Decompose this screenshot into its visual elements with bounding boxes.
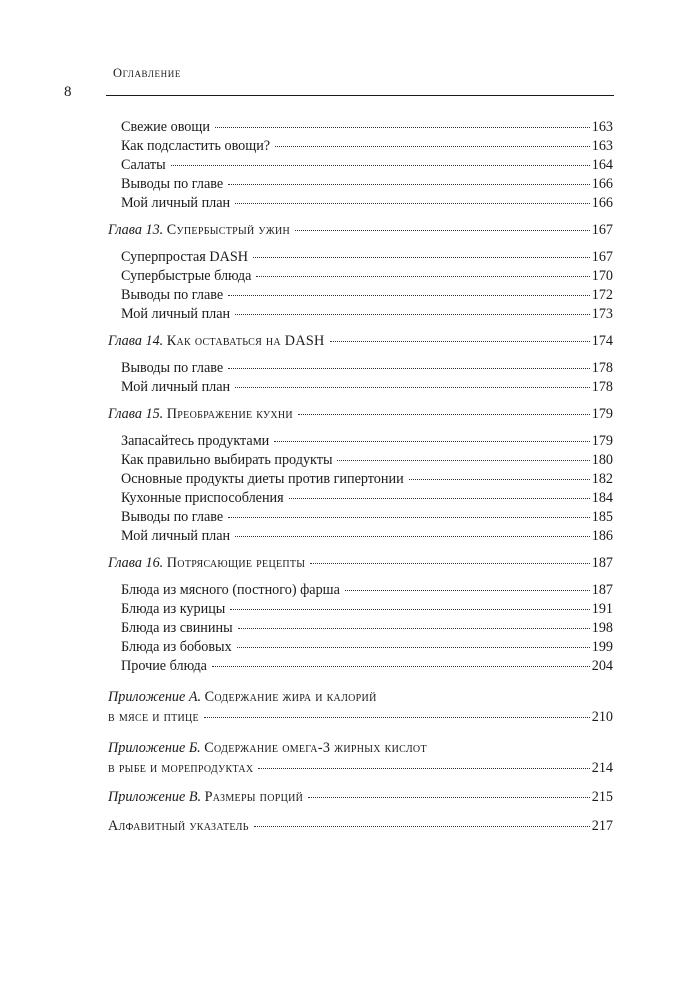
toc-item[interactable] — [108, 508, 613, 527]
chapter-heading[interactable] — [108, 221, 613, 240]
chapter-label: Глава 13. — [108, 222, 164, 238]
toc-item-page: 198 — [591, 620, 613, 636]
dot-leader — [215, 127, 590, 128]
dot-leader — [308, 797, 590, 798]
toc-item[interactable] — [108, 378, 613, 397]
appendix-title-line1: Содержание жира и калорий — [204, 689, 377, 705]
chapter-page: 179 — [591, 406, 613, 422]
toc-item[interactable] — [108, 359, 613, 378]
toc-item-title: Мой личный план — [121, 306, 231, 322]
header-rule — [106, 95, 614, 96]
toc-item-page: 179 — [591, 433, 613, 449]
toc-leading-items — [108, 118, 613, 213]
toc-item-page: 166 — [591, 195, 613, 211]
dot-leader — [237, 647, 590, 648]
toc-item[interactable] — [108, 432, 613, 451]
dot-leader — [230, 609, 589, 610]
toc-item[interactable] — [108, 305, 613, 324]
toc-item-page: 180 — [591, 452, 613, 468]
dot-leader — [235, 203, 590, 204]
dot-leader — [254, 826, 590, 827]
toc-item-title: Супербыстрые блюда — [121, 268, 252, 284]
toc-item-page: 167 — [591, 249, 613, 265]
toc-item-title: Салаты — [121, 157, 166, 173]
toc-item-page: 182 — [591, 471, 613, 487]
dot-leader — [235, 314, 590, 315]
toc-item[interactable] — [108, 175, 613, 194]
dot-leader — [337, 460, 589, 461]
toc-item-title: Свежие овощи — [121, 119, 210, 135]
index-title: Алфавитный указатель — [108, 818, 249, 834]
toc-item-page: 178 — [591, 360, 613, 376]
toc-item[interactable] — [108, 118, 613, 137]
toc-item-page: 163 — [591, 119, 613, 135]
appendix-page: 215 — [591, 789, 613, 805]
toc-item-page: 199 — [591, 639, 613, 655]
dot-leader — [295, 230, 590, 231]
chapter-page: 187 — [591, 555, 613, 571]
toc-chapter-13 — [108, 221, 613, 324]
toc-chapter-16 — [108, 554, 613, 676]
toc-item-title: Мой личный план — [121, 195, 231, 211]
dot-leader — [228, 184, 590, 185]
toc-item-title: Блюда из свинины — [121, 620, 233, 636]
dot-leader — [204, 717, 590, 718]
chapter-title: Потрясающие рецепты — [166, 555, 306, 571]
dot-leader — [330, 341, 590, 342]
toc-item-title: Мой личный план — [121, 528, 231, 544]
toc-item[interactable] — [108, 600, 613, 619]
toc-item-title: Выводы по главе — [121, 360, 224, 376]
dot-leader — [235, 536, 590, 537]
toc-item-title: Как подсластить овощи? — [121, 138, 271, 154]
toc-item[interactable] — [108, 248, 613, 267]
toc-item[interactable] — [108, 470, 613, 489]
toc-item[interactable] — [108, 156, 613, 175]
toc-item-page: 170 — [591, 268, 613, 284]
dot-leader — [253, 257, 590, 258]
toc-item[interactable] — [108, 451, 613, 470]
toc-item[interactable] — [108, 267, 613, 286]
chapter-title: Как оставаться на DASH — [166, 333, 325, 349]
toc-item-title: Выводы по главе — [121, 287, 224, 303]
toc-item[interactable] — [108, 286, 613, 305]
toc-item-page: 185 — [591, 509, 613, 525]
toc-item[interactable] — [108, 581, 613, 600]
toc-chapter-15 — [108, 405, 613, 546]
chapter-label: Глава 16. — [108, 555, 164, 571]
toc-item-page: 204 — [591, 658, 613, 674]
toc-item-page: 164 — [591, 157, 613, 173]
dot-leader — [228, 295, 590, 296]
toc-item-title: Мой личный план — [121, 379, 231, 395]
toc-item-title: Блюда из бобовых — [121, 639, 232, 655]
dot-leader — [256, 276, 589, 277]
toc-item-page: 191 — [591, 601, 613, 617]
appendix-label: Приложение Б. — [108, 740, 201, 756]
toc-item-page: 186 — [591, 528, 613, 544]
appendix-title: Размеры порций — [204, 789, 304, 805]
toc-item-title: Блюда из курицы — [121, 601, 226, 617]
chapter-heading[interactable] — [108, 332, 613, 351]
toc-item[interactable] — [108, 137, 613, 156]
toc-chapter-14 — [108, 332, 613, 397]
toc-appendix-a[interactable] — [108, 686, 613, 727]
page-number: 8 — [64, 84, 72, 100]
toc-item-page: 184 — [591, 490, 613, 506]
dot-leader — [310, 563, 589, 564]
dot-leader — [258, 768, 589, 769]
dot-leader — [212, 666, 590, 667]
chapter-page: 167 — [591, 222, 613, 238]
table-of-contents — [108, 118, 613, 836]
appendix-title-line2: в мясе и птице — [108, 709, 199, 725]
dot-leader — [171, 165, 590, 166]
dot-leader — [409, 479, 590, 480]
dot-leader — [238, 628, 590, 629]
toc-item-title: Запасайтесь продуктами — [121, 433, 270, 449]
toc-item-page: 166 — [591, 176, 613, 192]
toc-item-page: 178 — [591, 379, 613, 395]
chapter-title: Преображение кухни — [166, 406, 293, 422]
toc-item[interactable] — [108, 619, 613, 638]
running-title: Оглавление — [113, 66, 181, 80]
toc-item[interactable] — [108, 194, 613, 213]
toc-item-page: 163 — [591, 138, 613, 154]
dot-leader — [274, 441, 589, 442]
toc-item-page: 187 — [591, 582, 613, 598]
chapter-heading[interactable] — [108, 554, 613, 573]
chapter-title: Супербыстрый ужин — [166, 222, 291, 238]
toc-item-title: Выводы по главе — [121, 509, 224, 525]
dot-leader — [275, 146, 590, 147]
dot-leader — [298, 414, 590, 415]
toc-item-title: Блюда из мясного (постного) фарша — [121, 582, 340, 598]
dot-leader — [228, 368, 590, 369]
toc-item-page: 172 — [591, 287, 613, 303]
toc-item-title: Кухонные приспособления — [121, 490, 284, 506]
appendix-page: 210 — [591, 709, 613, 725]
toc-item-title: Выводы по главе — [121, 176, 224, 192]
toc-item-title: Основные продукты диеты против гипертонии — [121, 471, 404, 487]
toc-item[interactable] — [108, 657, 613, 676]
toc-item[interactable] — [108, 489, 613, 508]
index-page: 217 — [591, 818, 613, 834]
appendix-title-line1: Содержание омега-3 жирных кислот — [204, 740, 427, 756]
toc-appendix-b[interactable] — [108, 737, 613, 778]
chapter-label: Глава 15. — [108, 406, 164, 422]
toc-item[interactable] — [108, 638, 613, 657]
dot-leader — [235, 387, 590, 388]
toc-item-title: Суперпростая DASH — [121, 249, 248, 265]
toc-item-page: 173 — [591, 306, 613, 322]
chapter-label: Глава 14. — [108, 333, 164, 349]
toc-index[interactable] — [108, 817, 613, 836]
appendix-title-line2: в рыбе и морепродуктах — [108, 760, 254, 776]
toc-appendix-v[interactable] — [108, 788, 613, 807]
toc-item[interactable] — [108, 527, 613, 546]
appendix-label: Приложение В. — [108, 789, 202, 805]
chapter-page: 174 — [591, 333, 613, 349]
appendix-label: Приложение А. — [108, 689, 202, 705]
toc-item-title: Как правильно выбирать продукты — [121, 452, 333, 468]
dot-leader — [289, 498, 590, 499]
toc-item-title: Прочие блюда — [121, 658, 207, 674]
chapter-heading[interactable] — [108, 405, 613, 424]
appendix-page: 214 — [591, 760, 613, 776]
dot-leader — [228, 517, 590, 518]
dot-leader — [345, 590, 590, 591]
